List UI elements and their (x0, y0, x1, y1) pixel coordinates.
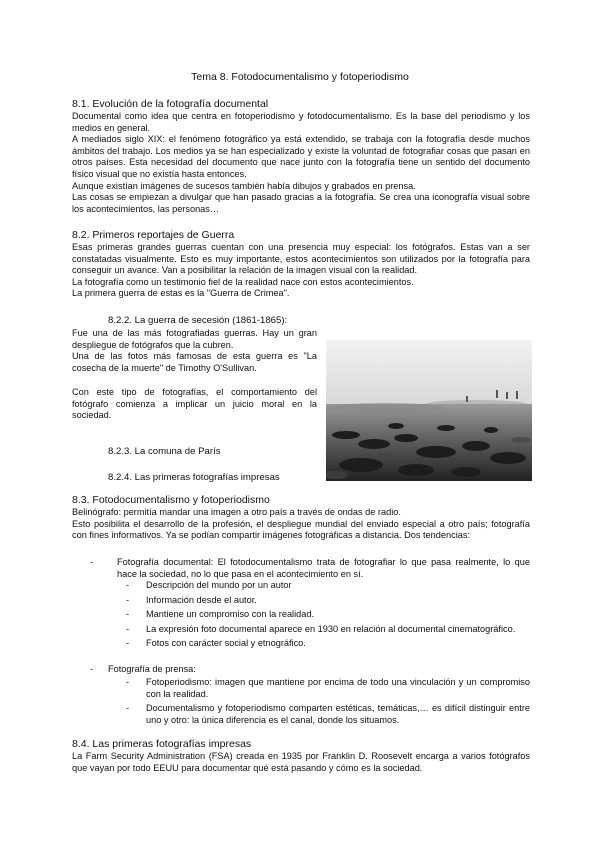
paragraph: Fue una de las más fotografiadas guerras. Hay un gran despliegue de fotógrafos que la cubren. (72, 328, 317, 350)
tendency-prensa (90, 664, 530, 676)
section-8-3-body (72, 507, 530, 542)
paragraph: Aunque existían imágenes de sucesos también había dibujos y grabados en prensa. (72, 180, 416, 191)
list-item: - Fotografía de prensa: (90, 664, 196, 674)
dash-bullet: - (90, 557, 94, 567)
list-item: - Descripción del mundo por un autor (126, 580, 292, 590)
section-8-1-body (72, 111, 530, 215)
section-8-2-2-body-2 (72, 387, 317, 422)
list-item: - Información desde el autor. (126, 594, 257, 605)
section-8-4-body (72, 751, 530, 774)
section-8-2-heading: 8.2. Primeros reportajes de Guerra (72, 229, 235, 241)
section-8-1-heading: 8.1. Evolución de la fotografía documental (72, 98, 269, 110)
section-8-3-heading: 8.3. Fotodocumentalismo y fotoperiodismo (72, 494, 270, 506)
list-item: - Mantiene un compromiso con la realidad. (126, 609, 315, 620)
list-item: - Fotografía documental: El fotodocumentalismo trata de fotografiar lo que pasa realmente, lo que hace la sociedad, no lo que pasa en el acontecimiento en sí. (90, 557, 530, 579)
paragraph: La Farm Security Administration (FSA) creada en 1935 por Franklin D. Roosevelt encarga a varios fotógrafos que vayan por todo EEUU para documentar qué está pasando y cómo es la sociedad. (72, 751, 530, 773)
tendency-documental (90, 557, 530, 580)
section-8-2-4-heading: 8.2.4. Las primeras fotografías impresas (108, 472, 280, 483)
list-item: - La expresión foto documental aparece en 1930 en relación al documental cinematográfico. (126, 623, 516, 634)
section-8-2-body (72, 242, 530, 300)
section-8-2-2-body (72, 328, 317, 374)
paragraph: Las cosas se empiezan a divulgar que han pasado gracias a la fotografía. Se crea una iconografía visual sobre los acontecimientos, las personas… (72, 192, 530, 214)
paragraph: Documental como idea que centra en fotoperiodismo y fotodocumentalismo. Es la base del periodismo y los medios en general. (72, 111, 530, 133)
prensa-subitems (126, 677, 530, 726)
section-8-4-heading: 8.4. Las primeras fotografías impresas (72, 738, 252, 750)
harvest-of-death-photo (326, 340, 532, 481)
section-8-2-2-heading: 8.2.2. La guerra de secesión (1861-1865): (108, 315, 288, 326)
paragraph: Esas primeras grandes guerras cuentan con una presencia muy especial: los fotógrafos. Estas van a ser constatadas visualmente. Esto es muy importante, estos acontecimientos son utilizados por la fotografía para conseguir un avance. Van a posibilitar la relación de la imagen visual con la realidad. (72, 242, 530, 276)
documental-subitems (126, 580, 530, 650)
paragraph: La primera guerra de estas es la "Guerra de Crimea". (72, 288, 290, 299)
paragraph: Belinógrafo: permitía mandar una imagen a otro país a través de ondas de radio. (72, 507, 401, 517)
paragraph: Una de las fotos más famosas de esta guerra es "La cosecha de la muerte" de Timothy O'Sullivan. (72, 351, 317, 373)
list-item: - Documentalismo y fotoperiodismo comparten estéticas, temáticas,… es difícil distinguir entre uno y otro: la única diferencia es el canal, donde los situamos. (126, 703, 530, 725)
paragraph: Esto posibilita el desarrollo de la profesión, el despliegue mundial del enviado especial a otro país; fotografía con fines informativos. Ya se podían compartir imágenes fotográficas a distancia. Dos tendencias: (72, 518, 530, 541)
page-title: Tema 8. Fotodocumentalismo y fotoperiodismo (191, 71, 409, 83)
list-item: - Fotos con carácter social y etnográfico. (126, 638, 306, 649)
paragraph: Con este tipo de fotografías, el comportamiento del fotógrafo comienza a implicar un juicio moral en la sociedad. (72, 387, 317, 421)
list-item: - Fotoperiodismo: imagen que mantiene por encima de todo una vinculación y un compromiso con la realidad. (126, 677, 530, 699)
section-8-2-3-heading: 8.2.3. La comuna de París (108, 446, 221, 457)
paragraph: A mediados siglo XIX: el fenómeno fotográfico ya está extendido, se trabaja con la fotografía desde muchos ámbitos del trabajo. Los medios ya se han especializado y existe la voluntad de fotografiar cosas que pasan en otros países. Esta necesidad del documento que nace junto con la fotografía tiene un sentido del documento físico visual que no existía hasta entonces. (72, 134, 530, 179)
paragraph: La fotografía como un testimonio fiel de la realidad nace con estos acontecimientos. (72, 276, 414, 287)
